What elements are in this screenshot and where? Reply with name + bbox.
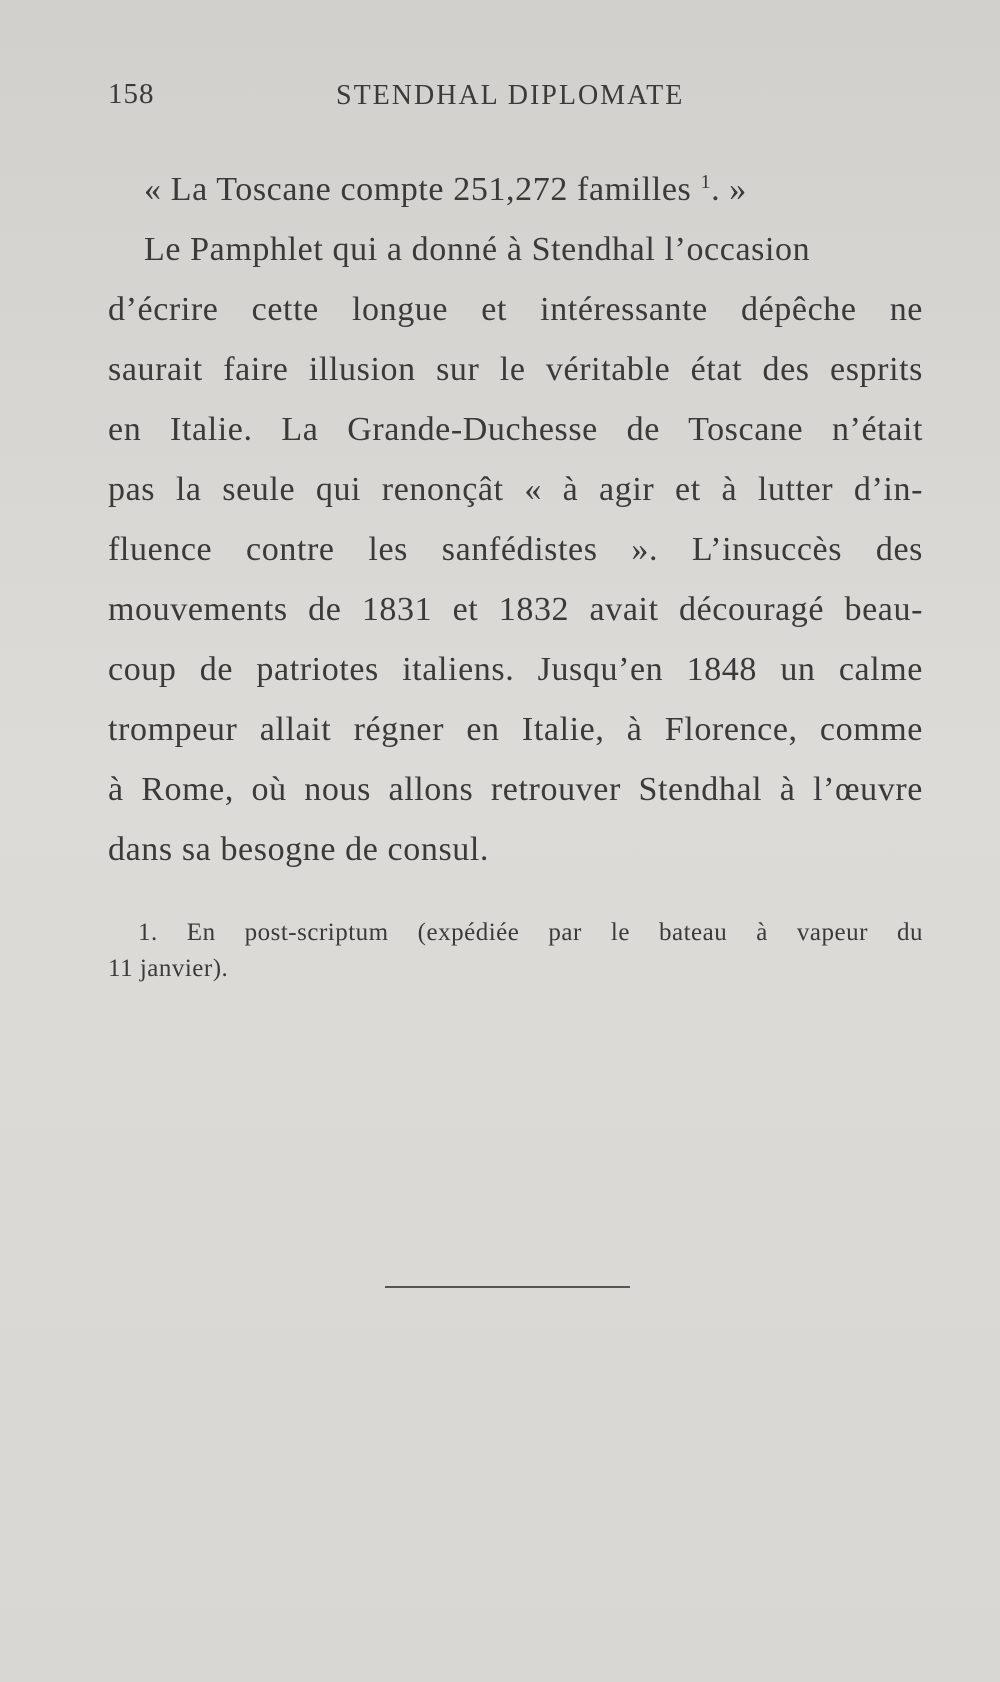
paragraph-line: saurait faire illusion sur le véritable état des esprits <box>108 351 923 388</box>
footnote-reference: 1 <box>700 171 712 193</box>
quote-end: . » <box>711 171 747 208</box>
paragraph-line: d’écrire cette longue et intéressante dépêche ne <box>108 291 923 328</box>
paragraph-line: mouvements de 1831 et 1832 avait découragé beau- <box>108 591 923 628</box>
quote-text: « La Toscane compte 251,272 familles <box>144 171 692 208</box>
paragraph-line: pas la seule qui renonçât « à agir et à lutter d’in- <box>108 471 923 508</box>
paragraph-line: dans sa besogne de consul. <box>108 831 490 868</box>
paragraph-line: coup de patriotes italiens. Jusqu’en 1848 un calme <box>108 651 923 688</box>
end-rule <box>385 1286 630 1288</box>
page-number: 158 <box>108 78 155 110</box>
paragraph-line: fluence contre les sanfédistes ». L’insuccès des <box>108 531 923 568</box>
quote-line <box>108 160 923 220</box>
running-head <box>108 78 928 118</box>
paragraph-line: Le Pamphlet qui a donné à Stendhal l’occasion <box>144 231 811 268</box>
paragraph-line: trompeur allait régner en Italie, à Florence, comme <box>108 711 923 748</box>
footnote-line: 11 janvier). <box>108 955 229 982</box>
paragraph-line: en Italie. La Grande-Duchesse de Toscane n’était <box>108 411 923 448</box>
paragraph-line: à Rome, où nous allons retrouver Stendhal à l’œuvre <box>108 771 923 808</box>
footnote-line: 1. En post-scriptum (expédiée par le bateau à vapeur du <box>138 919 923 946</box>
footnote <box>108 915 923 987</box>
body-text <box>108 160 923 880</box>
running-title: STENDHAL DIPLOMATE <box>336 80 685 111</box>
